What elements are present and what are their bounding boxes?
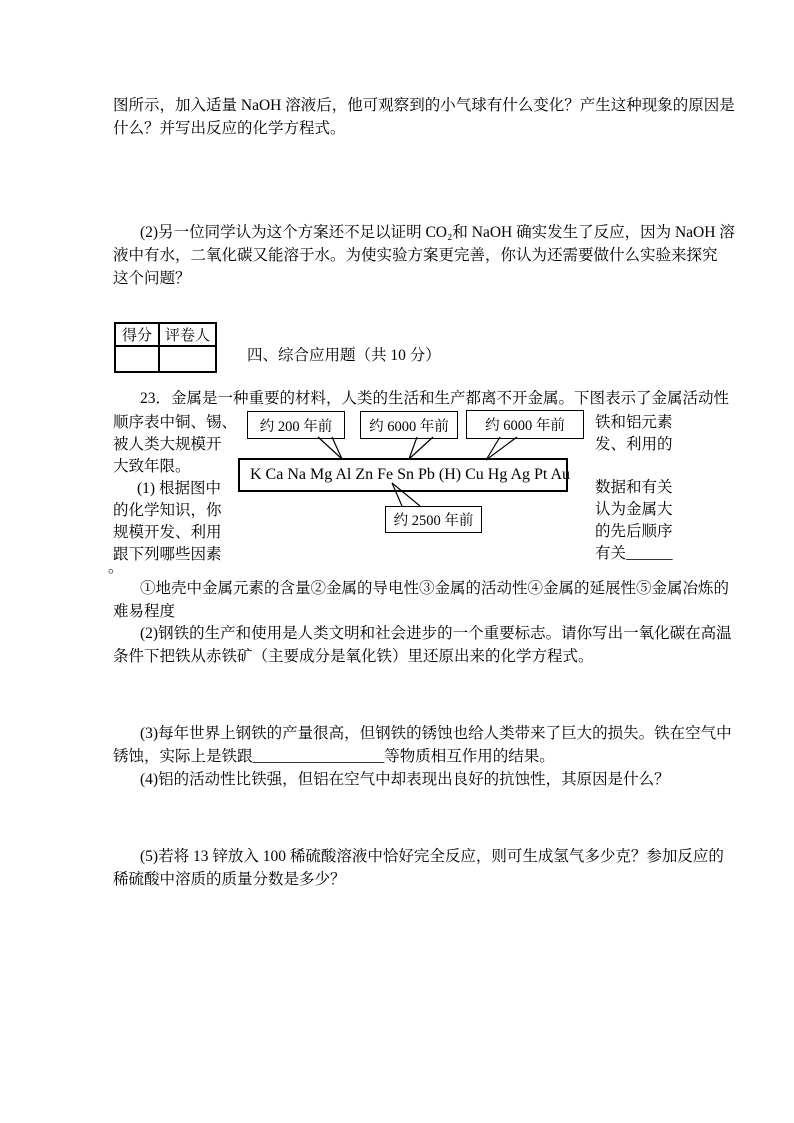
score-label: 得分 [115, 323, 159, 346]
paragraph-naoh-balloon-line-1: 图所示，加入适量 NaOH 溶液后，他可观察到的小气球有什么变化？产生这种现象的原因是 [113, 97, 735, 114]
q23-part2-line-1: (2)钢铁的生产和使用是人类文明和社会进步的一个重要标志。请你写出一氧化碳在高温 [140, 625, 732, 642]
metal-activity-series-box: K Ca Na Mg Al Zn Fe Sn Pb (H) Cu Hg Ag Pt Au [238, 458, 568, 492]
q23-left-col-line: 跟下列哪些因素 [113, 546, 222, 563]
callout-200-years-box: 约 200 年前 [247, 411, 345, 439]
q23-right-col-line: 发、利用的 [595, 436, 673, 453]
q23-left-col-line: 大致年限。 [113, 458, 191, 475]
q23-left-col-line: 。 [108, 559, 124, 576]
q23-part5-line-1: (5)若将 13 锌放入 100 稀硫酸溶液中恰好完全反应，则可生成氢气多少克？参加反应的 [140, 848, 724, 865]
q23-left-col-line: 规模开发、利用 [113, 524, 222, 541]
score-blank-cell [115, 346, 159, 372]
q23-options-line-1: ①地壳中金属元素的含量②金属的导电性③金属的活动性④金属的延展性⑤金属冶炼的 [140, 580, 730, 597]
q23-part3-line-2-answer-blank: 锈蚀，实际上是铁跟_________________等物质相互作用的结果。 [113, 748, 555, 765]
q23-right-col-line: 认为金属大 [595, 501, 673, 518]
q23-part5-line-2: 稀硫酸中溶质的质量分数是多少？ [113, 871, 346, 888]
callout-6000-years-mid-box: 约 6000 年前 [360, 411, 458, 439]
score-table [114, 322, 217, 373]
q23-left-col-line: 被人类大规模开 [113, 436, 222, 453]
q23-left-col-line: (1) 根据图中 [137, 480, 221, 497]
paragraph-co2-naoh-line-2: 液中有水，二氧化碳又能溶于水。为使实验方案更完善，你认为还需要做什么实验来探究 [113, 247, 718, 264]
q23-part4-line: (4)铝的活动性比铁强，但铝在空气中却表现出良好的抗蚀性，其原因是什么？ [140, 771, 670, 788]
question-23-intro: 23．金属是一种重要的材料，人类的生活和生产都离不开金属。下图表示了金属活动性 [140, 390, 730, 407]
section-heading: 四、综合应用题（共 10 分） [247, 347, 441, 364]
q23-options-line-2: 难易程度 [113, 603, 176, 620]
q23-left-col-line: 的化学知识，你 [113, 502, 222, 519]
paragraph-naoh-balloon-line-2: 什么？并写出反应的化学方程式。 [113, 120, 346, 137]
grader-label: 评卷人 [159, 323, 216, 346]
q23-right-col-answer-blank: 有关______ [595, 545, 673, 562]
callout-2500-years-box: 约 2500 年前 [385, 506, 482, 533]
paragraph-co2-naoh-line-3: 这个问题？ [113, 270, 191, 287]
q23-left-col-line: 顺序表中铜、锡、 [113, 414, 238, 431]
q23-right-col-line: 铁和铝元素 [595, 414, 673, 431]
paragraph-co2-naoh-line-1: (2)另一位同学认为这个方案还不足以证明 CO₂和 NaOH 确实发生了反应，因为 NaOH 溶 [140, 224, 735, 241]
callout-6000-years-right-box: 约 6000 年前 [466, 410, 584, 439]
grader-blank-cell [159, 346, 216, 372]
q23-right-col-line: 的先后顺序 [595, 523, 673, 540]
q23-right-col-line: 数据和有关 [595, 479, 673, 496]
q23-part2-line-2: 条件下把铁从赤铁矿（主要成分是氧化铁）里还原出来的化学方程式。 [113, 648, 594, 665]
q23-part3-line-1: (3)每年世界上钢铁的产量很高，但钢铁的锈蚀也给人类带来了巨大的损失。铁在空气中 [140, 725, 732, 742]
